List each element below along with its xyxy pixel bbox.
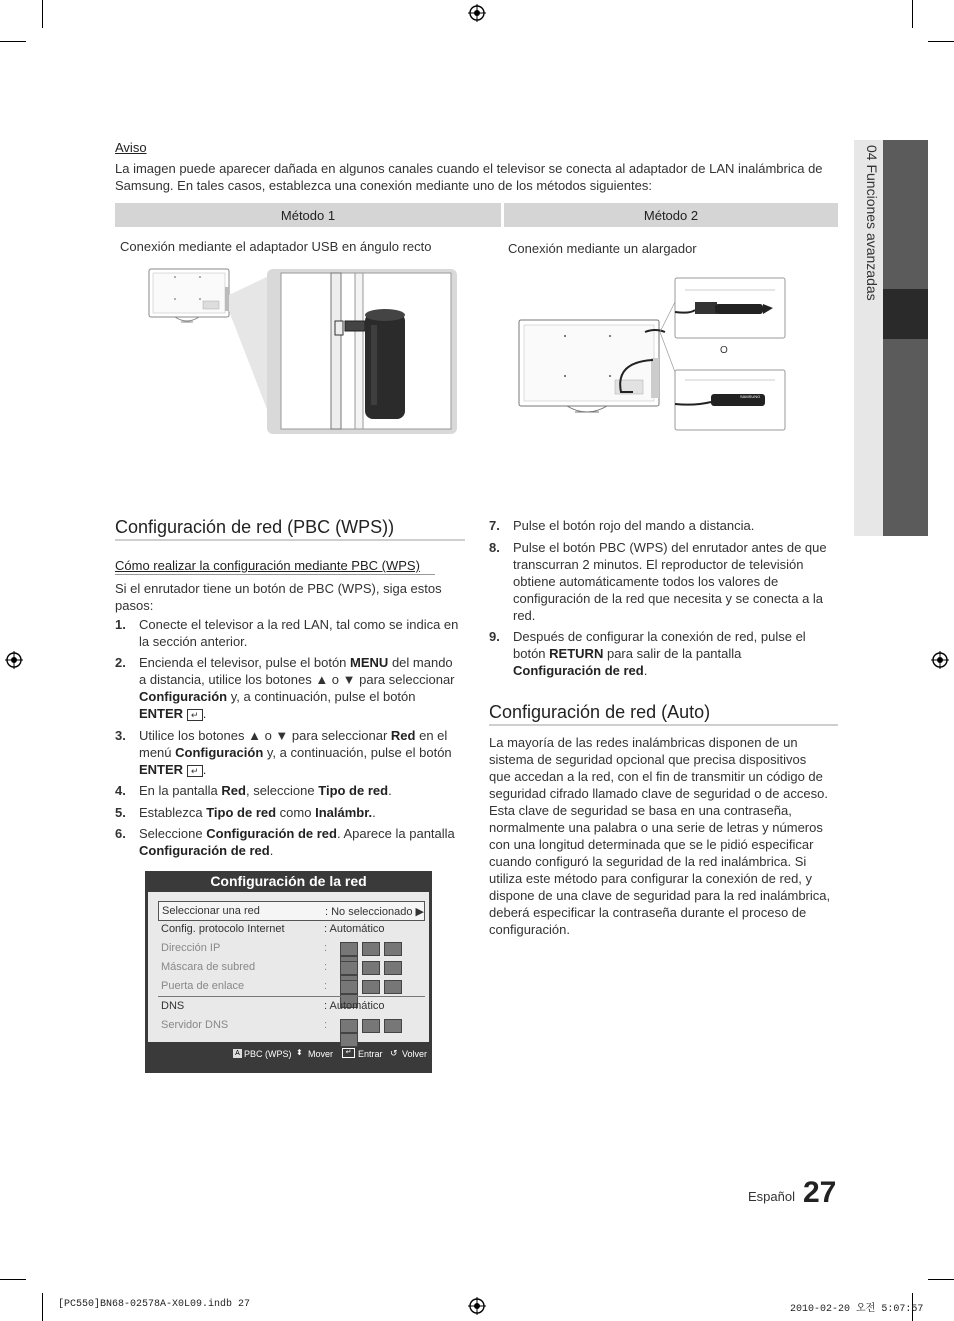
kw-config-de-red: Configuración de red (206, 826, 337, 841)
step-line: Seleccione (139, 826, 203, 841)
step-line: Pulse el botón PBC (WPS) del enrutador antes de que (513, 540, 827, 555)
a-key-icon: A (233, 1049, 242, 1058)
ip-boxes (340, 1019, 423, 1047)
osd-row-value: : (324, 961, 328, 973)
auto-line: seguridad cifrado llamado clave de seguridad o de acceso. (489, 786, 828, 801)
registration-mark (5, 651, 23, 669)
step-number: 3. (115, 728, 126, 743)
osd-title: Configuración de la red (210, 873, 367, 889)
return-icon: ↺ (390, 1048, 398, 1058)
side-tab-label: 04 Funciones avanzadas (864, 145, 880, 301)
step-line: transcurran 2 minutos. El reproductor de televisión (513, 557, 804, 572)
osd-row-label: Config. protocolo Internet (161, 923, 285, 935)
kw-configuracion: Configuración (139, 689, 228, 704)
osd-body (148, 892, 429, 1042)
step-line: menú (139, 745, 172, 760)
kw-del-mando: del mando (391, 655, 453, 670)
osd-row-dns-server (158, 1016, 423, 1034)
step-line: Establezca (139, 805, 203, 820)
side-tab-marker (883, 289, 928, 339)
osd-row-value: : (324, 942, 328, 954)
step-line: , seleccione (245, 783, 315, 798)
crop-mark (912, 0, 913, 28)
step-line: botón (513, 646, 546, 661)
aviso-label: Aviso (115, 140, 147, 155)
pbc-section-title: Configuración de red (PBC (WPS)) (115, 517, 395, 537)
kw-enter: ENTER (139, 706, 184, 721)
kw-red: Red (221, 783, 246, 798)
osd-row-dns[interactable] (158, 997, 423, 1015)
method-2-header: Método 2 (504, 203, 838, 227)
step-line: y, a continuación, pulse el botón (230, 689, 416, 704)
step-number: 7. (489, 518, 500, 533)
step-line: . Aparece la pantalla (336, 826, 455, 841)
osd-row-label: DNS (161, 1000, 185, 1012)
kw-tipo-de-red: Tipo de red (206, 805, 277, 820)
kw-enter: ENTER (139, 762, 184, 777)
auto-line: La mayoría de las redes inalámbricas disponen de un (489, 735, 798, 750)
pbc-subtitle-rule (115, 574, 435, 575)
osd-row-ip-address (158, 939, 423, 957)
crop-mark (0, 41, 26, 42)
osd-footer-pbc: PBC (WPS) (244, 1049, 292, 1059)
step-line: Después de configurar la conexión de red, pulse el (513, 629, 806, 644)
auto-line: normalmente una palabra o una serie de letras y números (489, 820, 823, 835)
osd-footer-volver: Volver (402, 1049, 428, 1059)
page-number: 27 (803, 1176, 837, 1209)
auto-line: cuando configuró la seguridad de la red inalámbrica. Si (489, 854, 807, 869)
kw-config-de-red: Configuración de red (513, 663, 644, 678)
aviso-text: La imagen puede aparecer dañada en algunos canales cuando el televisor se conecta al adaptador de LAN inalámbrica de Samsung. En tales casos, establezca una conexión mediante uno de los métodos siguientes: (115, 161, 823, 193)
crop-mark (928, 1279, 954, 1280)
step-line: Pulse el botón rojo del mando a distancia. (513, 518, 755, 533)
registration-mark (468, 4, 486, 22)
osd-row-gateway (158, 977, 423, 995)
kw-return: RETURN (549, 646, 604, 661)
step-number: 1. (115, 617, 126, 632)
registration-mark (468, 1297, 486, 1315)
osd-row-value: : Automático (324, 1000, 385, 1012)
osd-row-value: : Automático (324, 923, 385, 935)
step-line: a distancia, utilice los botones ▲ o ▼ para seleccionar (139, 672, 455, 687)
method-1-caption: Conexión mediante el adaptador USB en ángulo recto (120, 239, 432, 254)
method-2-illustration (515, 272, 790, 434)
registration-mark (931, 651, 949, 669)
kw-menu: MENU (350, 655, 389, 670)
crop-mark (42, 1293, 43, 1321)
osd-row-label: Máscara de subred (161, 961, 256, 973)
kw-config-de-red: Configuración de red (139, 843, 270, 858)
step-line: configuración de la red que necesita y se conecta a la (513, 591, 824, 606)
auto-line: Esta clave de seguridad se basa en una contraseña, (489, 803, 792, 818)
auto-paragraph (489, 734, 834, 938)
samsung-brand-label: SAMSUNG (740, 394, 761, 399)
osd-row-label: Seleccionar una red (162, 905, 260, 917)
osd-footer-entrar: Entrar (358, 1049, 383, 1059)
auto-line: configuración. (489, 922, 570, 937)
kw-configuracion: Configuración (175, 745, 264, 760)
step-line: Utilice los botones ▲ o ▼ para seleccionar (139, 728, 388, 743)
step-number: 5. (115, 805, 126, 820)
network-settings-screen (145, 871, 432, 1073)
step-number: 8. (489, 540, 500, 555)
auto-line: deberá especificar la contraseña durante el proceso de (489, 905, 807, 920)
step-number: 9. (489, 629, 500, 644)
osd-row-label: Puerta de enlace (161, 980, 245, 992)
osd-row-label: Servidor DNS (161, 1019, 229, 1031)
crop-mark (928, 41, 954, 42)
auto-line: sistema de seguridad opcional que precisa dispositivos (489, 752, 807, 767)
crop-mark (0, 1279, 26, 1280)
auto-line: con una longitud determinada que se le pidió especificar (489, 837, 814, 852)
step-line: como (279, 805, 312, 820)
osd-row-ip-protocol[interactable] (158, 920, 423, 938)
method-2-caption: Conexión mediante un alargador (508, 241, 697, 256)
auto-line: utiliza este método para configurar la conexión de red, y (489, 871, 813, 886)
kw-red: Red (390, 728, 416, 743)
step-line: la sección anterior. (139, 634, 248, 649)
print-footer-left: [PC550]BN68-02578A-X0L09.indb 27 (58, 1299, 251, 1310)
updown-icon: ⬍ (296, 1048, 303, 1057)
auto-line: dispone de una clave de seguridad para la red inalámbrica, (489, 888, 831, 903)
osd-row-select-network[interactable] (158, 901, 425, 921)
auto-section-title: Configuración de red (Auto) (489, 702, 711, 722)
or-label: O (720, 345, 728, 356)
pbc-title-rule (115, 539, 465, 541)
auto-line: que accedan a la red, con el fin de transmitir un código de (489, 769, 823, 784)
method-1-illustration (145, 265, 460, 437)
step-line: para salir de la pantalla (606, 646, 742, 661)
enter-icon: ↵ (342, 1048, 355, 1058)
osd-row-value: : No seleccionado ▶ (325, 906, 424, 918)
enter-icon: ↵ (187, 765, 203, 777)
method-1-header: Método 1 (115, 203, 501, 227)
step-line: y, a continuación, pulse el botón (266, 745, 452, 760)
crop-mark (42, 0, 43, 28)
step-line: en el (419, 728, 448, 743)
kw-inalambr: Inalámbr. (315, 805, 373, 820)
step-line: Conecte el televisor a la red LAN, tal como se indica en (139, 617, 459, 632)
osd-row-value: : (324, 1019, 328, 1031)
step-line: obtiene automáticamente todos los valores de (513, 574, 779, 589)
step-number: 2. (115, 655, 126, 670)
osd-footer-mover: Mover (308, 1049, 334, 1059)
auto-title-rule (489, 724, 838, 726)
osd-row-subnet-mask (158, 958, 423, 976)
step-number: 4. (115, 783, 126, 798)
osd-row-value: : (324, 980, 328, 992)
step-line: red. (513, 608, 536, 623)
osd-row-label: Dirección IP (161, 942, 221, 954)
step-line: Encienda el televisor, pulse el botón (139, 655, 347, 670)
page-language: Español (748, 1189, 795, 1204)
kw-tipo-de-red: Tipo de red (318, 783, 389, 798)
print-footer-right: 2010-02-20 오전 5:07:57 (790, 1304, 924, 1315)
enter-icon: ↵ (187, 709, 203, 721)
pbc-intro: Si el enrutador tiene un botón de PBC (WPS), siga estos pasos: (115, 581, 442, 613)
step-line: En la pantalla (139, 783, 218, 798)
step-number: 6. (115, 826, 126, 841)
pbc-subtitle: Cómo realizar la configuración mediante PBC (WPS) (115, 558, 420, 573)
